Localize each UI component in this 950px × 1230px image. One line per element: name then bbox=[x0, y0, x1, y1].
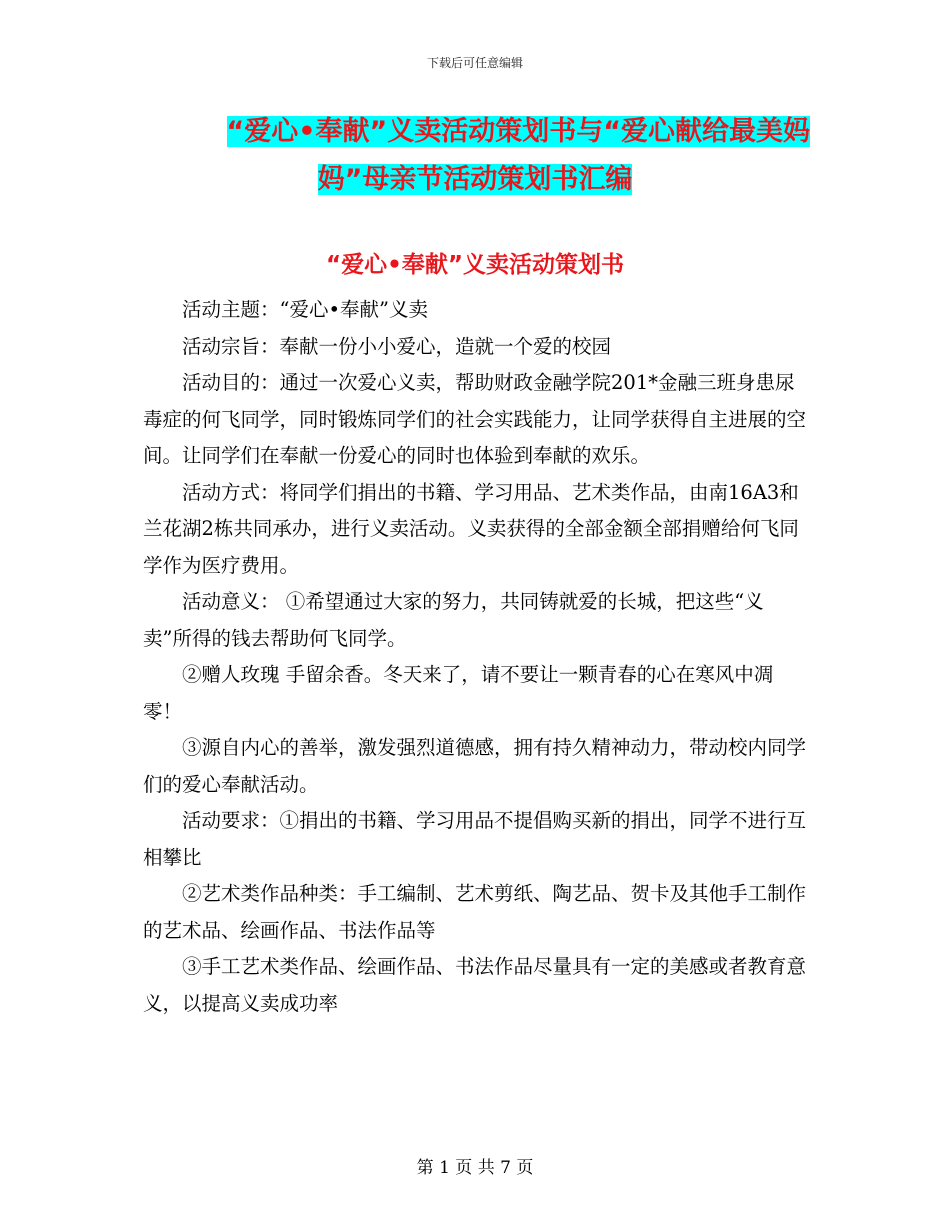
document-title bbox=[140, 108, 810, 204]
title-highlight-2: 妈”母亲节活动策划书汇编 bbox=[317, 164, 633, 195]
paragraph-requirement-3: ③手工艺术类作品、绘画作品、书法作品尽量具有一定的美感或者教育意义，以提高义卖成功率 bbox=[143, 955, 807, 1015]
paragraph-requirement-2: ②艺术类作品种类：手工编制、艺术剪纸、陶艺品、贺卡及其他手工制作的艺术品、绘画作品、书法作品等 bbox=[143, 882, 807, 942]
page-footer: 第 1 页 共 7 页 bbox=[416, 1158, 534, 1178]
paragraph-significance-1: 活动意义： ①希望通过大家的努力，共同铸就爱的长城，把这些“义卖”所得的钱去帮助何飞同学。 bbox=[143, 590, 764, 650]
section-title: “爱心•奉献”义卖活动策划书 bbox=[326, 252, 624, 278]
paragraph-requirement-1: 活动要求：①捐出的书籍、学习用品不提倡购买新的捐出，同学不进行互相攀比 bbox=[143, 809, 807, 869]
header-note: 下载后可任意编辑 bbox=[426, 56, 523, 70]
paragraph-significance-3: ③源自内心的善举，激发强烈道德感，拥有持久精神动力，带动校内同学们的爱心奉献活动。 bbox=[143, 736, 807, 796]
paragraph-method: 活动方式：将同学们捐出的书籍、学习用品、艺术类作品，由南16A3和兰花湖2栋共同承办，进行义卖活动。义卖获得的全部金额全部捐赠给何飞同学作为医疗费用。 bbox=[143, 480, 799, 577]
body-text bbox=[143, 292, 808, 1022]
document-title-line-1 bbox=[140, 108, 810, 156]
paragraph-theme: 活动主题：“爱心•奉献”义卖 bbox=[182, 298, 428, 321]
document-title-line-2 bbox=[140, 156, 810, 204]
paragraph-significance-2: ②赠人玫瑰 手留余香。冬天来了，请不要让一颗青春的心在寒风中凋零！ bbox=[143, 663, 774, 723]
title-highlight-1: “爱心•奉献”义卖活动策划书与“爱心献给最美妈 bbox=[226, 116, 810, 147]
paragraph-purpose: 活动宗旨：奉献一份小小爱心，造就一个爱的校园 bbox=[182, 334, 612, 358]
paragraph-goal: 活动目的：通过一次爱心义卖，帮助财政金融学院201*金融三班身患尿毒症的何飞同学，同时锻炼同学们的社会实践能力，让同学获得自主进展的空间。让同学们在奉献一份爱心的同时也体验到奉献的欢乐。 bbox=[143, 371, 807, 467]
